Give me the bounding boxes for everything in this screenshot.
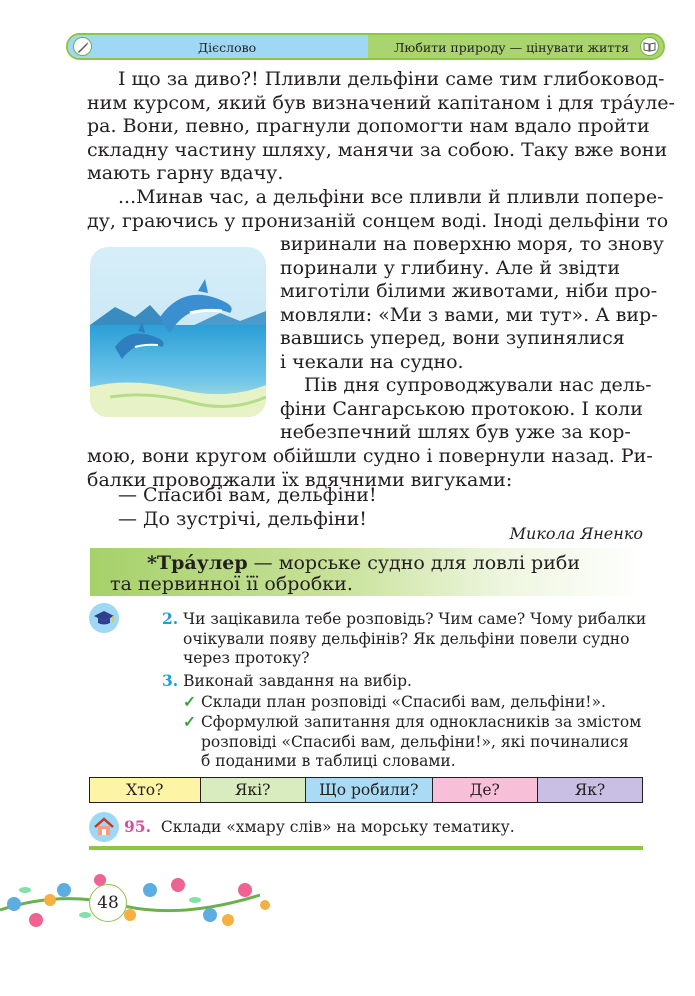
task-number: 2. (162, 609, 179, 628)
question-words-table (89, 777, 643, 803)
graduation-cap-icon (89, 603, 119, 633)
author-signature: Микола Яненко (509, 524, 643, 543)
text-line: вавшись уперед, вони зупинялися (280, 327, 625, 350)
page-number: 48 (89, 884, 127, 922)
text-line: Пів дня супроводжували нас дель- (304, 374, 652, 396)
text-line: І що за диво?! Пливли дельфіни саме тим глибоковод- (118, 68, 665, 90)
page-header (66, 33, 665, 60)
flowers-decoration (0, 860, 300, 940)
dialogue-line: — До зустрічі, дельфіни! (118, 508, 367, 530)
checkmark-icon: ✓ (183, 691, 196, 711)
task-option: Сформулюй запитання для однокласників за змістом (200, 713, 642, 731)
task-text: через протоку? (183, 649, 310, 667)
text-line: небезпечний шлях був уже за кор- (280, 421, 631, 444)
task-option: розповіді «Спасибі вам, дельфіни!», які починалися (201, 732, 629, 751)
task-number: 3. (162, 671, 179, 690)
footnote (110, 553, 580, 595)
paragraph-2-wrap (280, 233, 664, 375)
footnote-term: *Тра́улер (147, 552, 248, 574)
checkmark-icon: ✓ (183, 712, 196, 731)
text-line: ду, граючись у пронизаній сонцем воді. Іноді дельфіни то (87, 209, 669, 232)
task-text: Чи зацікавила тебе розповідь? Чим саме? Чому рибалки (183, 610, 647, 628)
task-option: Склади план розповіді «Спасибі вам, дельфіни!». (200, 692, 606, 711)
dolphins-illustration (90, 247, 266, 417)
paragraph-2 (87, 186, 669, 233)
pen-icon (73, 37, 92, 56)
footnote-line-2: та первинної її обробки. (110, 573, 353, 595)
text-line: ним курсом, який був визначений капітаном і для тра́уле- (87, 91, 675, 114)
table-cell: Які? (200, 778, 305, 802)
text-line: миготіли білими животами, ніби про- (280, 280, 658, 303)
task-2 (162, 609, 646, 669)
book-icon (640, 37, 659, 56)
header-topic-title: Любити природу — цінувати життя (394, 40, 630, 55)
table-cell: Хто? (90, 778, 200, 802)
header-section-title: Дієслово (198, 40, 257, 55)
task-95 (124, 817, 515, 836)
dialogue-line: — Спасибі вам, дельфіни! (118, 484, 377, 506)
text-line: ...Минав час, а дельфіни все пливли й пливли попере- (118, 186, 664, 208)
task-text: очікували появу дельфінів? Як дельфіни повели судно (183, 629, 630, 648)
text-line: фіни Сангарською протокою. І коли (280, 397, 643, 420)
footnote-definition: — морське судно для ловлі риби (247, 552, 580, 574)
paragraph-1 (87, 68, 675, 186)
text-line: і чекали на судно. (280, 350, 464, 373)
divider (89, 846, 643, 850)
task-3 (162, 671, 641, 772)
table-cell: Що робили? (305, 778, 432, 802)
text-line: мають гарну вдачу. (87, 162, 284, 185)
text-line: мою, вони кругом обійшли судно і повернули назад. Ри- (87, 445, 653, 467)
text-line: мовляли: «Ми з вами, ми тут». А вир- (280, 303, 658, 326)
house-icon (89, 812, 119, 842)
table-cell: Де? (432, 778, 537, 802)
text-line: ра. Вони, певно, прагнули допомогти нам вдало пройти (87, 115, 650, 138)
text-line: балки проводжали їх вдячними вигуками: (87, 468, 513, 491)
text-line: поринали у глибину. Але й звідти (280, 256, 621, 279)
task-option: б поданими в таблиці словами. (201, 752, 456, 770)
text-line: складну частину шляху, манячи за собою. Таку вже вони (87, 138, 668, 161)
task-text: Склади «хмару слів» на морську тематику. (160, 818, 515, 836)
text-line: виринали на поверхню моря, то знову (280, 233, 664, 255)
dialogue (118, 483, 377, 531)
task-title: Виконай завдання на вибір. (183, 672, 412, 690)
table-cell: Як? (537, 778, 642, 802)
task-number: 95. (124, 817, 151, 836)
paragraph-3-wrap (280, 374, 652, 445)
